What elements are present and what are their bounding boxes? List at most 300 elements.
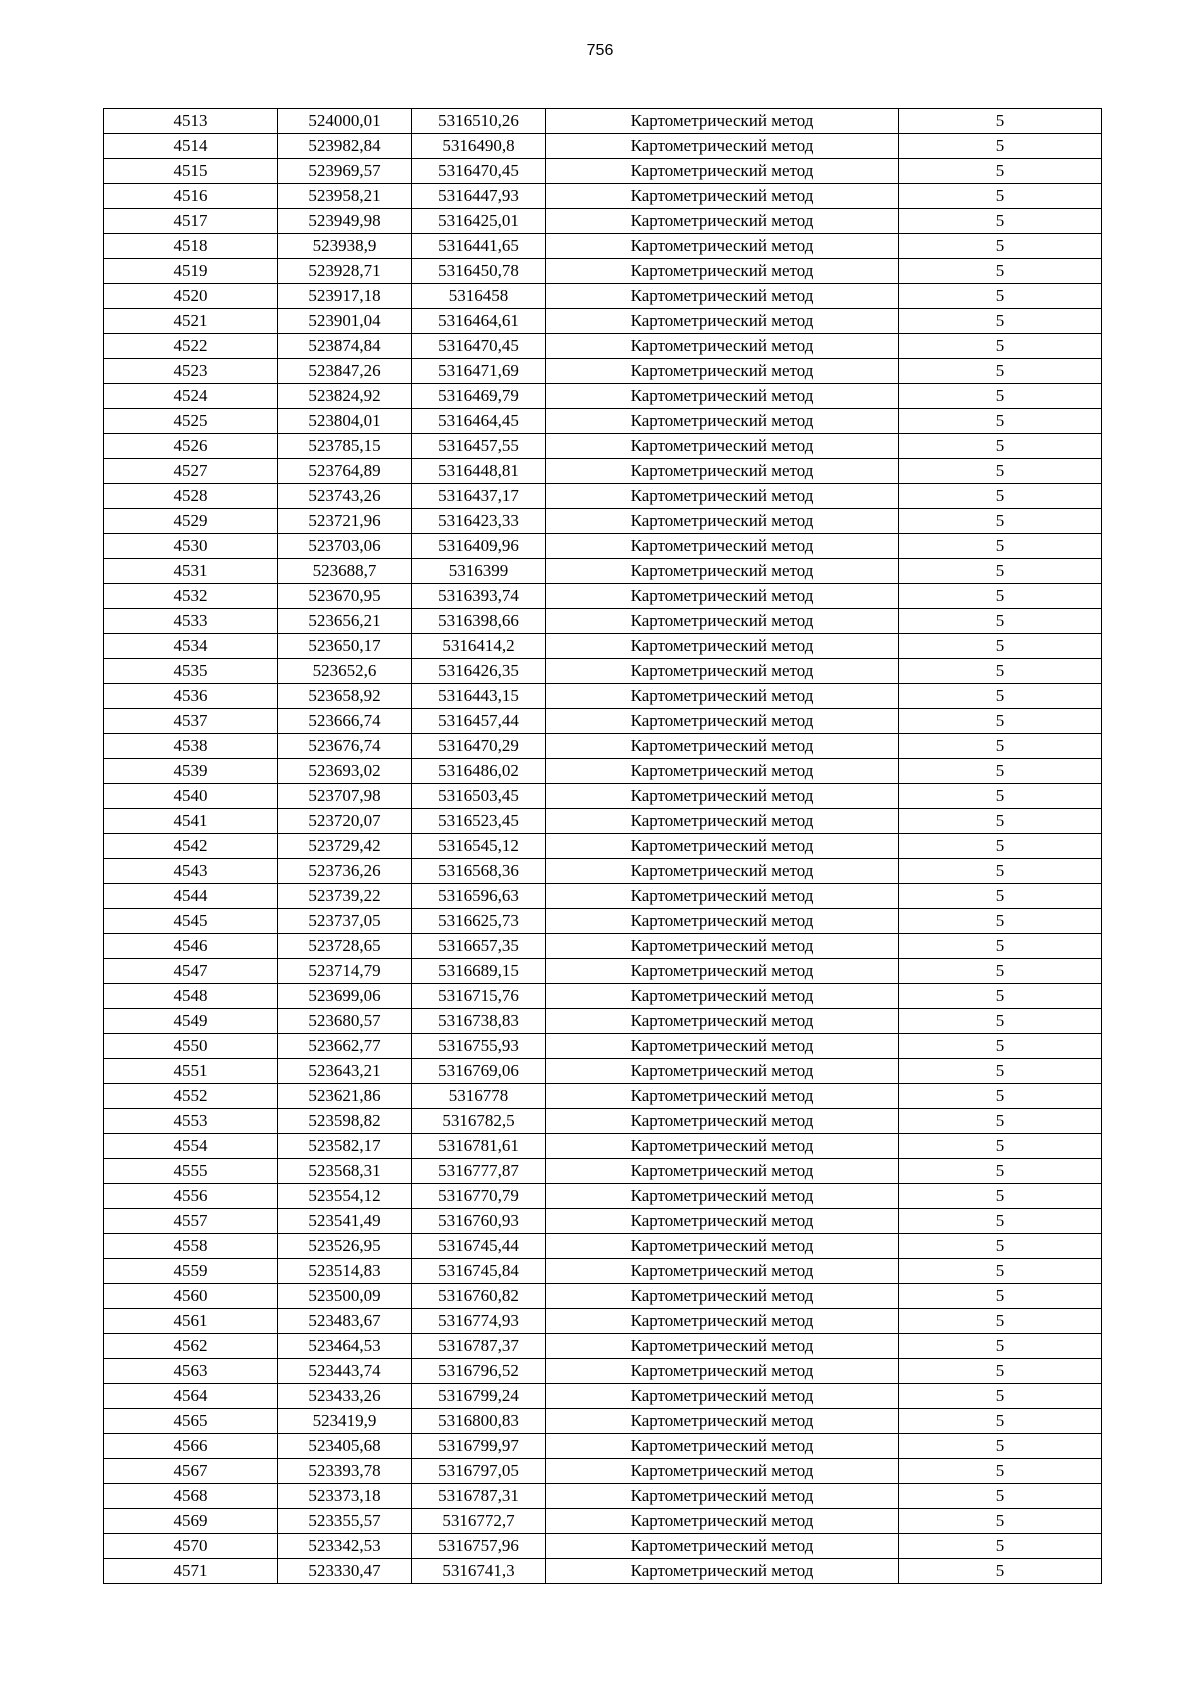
x-coordinate-cell: 523693,02 — [278, 759, 412, 784]
table-row — [104, 934, 1102, 959]
method-cell: Картометрический метод — [546, 509, 899, 534]
x-coordinate-cell: 523721,96 — [278, 509, 412, 534]
point-number-cell: 4520 — [104, 284, 278, 309]
table-row — [104, 634, 1102, 659]
point-number-cell: 4562 — [104, 1334, 278, 1359]
method-cell: Картометрический метод — [546, 609, 899, 634]
x-coordinate-cell: 523743,26 — [278, 484, 412, 509]
coordinates-table-body — [104, 109, 1102, 1584]
point-number-cell: 4551 — [104, 1059, 278, 1084]
y-coordinate-cell: 5316799,97 — [412, 1434, 546, 1459]
point-number-cell: 4566 — [104, 1434, 278, 1459]
y-coordinate-cell: 5316781,61 — [412, 1134, 546, 1159]
accuracy-cell: 5 — [899, 1284, 1102, 1309]
method-cell: Картометрический метод — [546, 1159, 899, 1184]
table-row — [104, 659, 1102, 684]
accuracy-cell: 5 — [899, 1384, 1102, 1409]
accuracy-cell: 5 — [899, 659, 1102, 684]
accuracy-cell: 5 — [899, 1509, 1102, 1534]
x-coordinate-cell: 524000,01 — [278, 109, 412, 134]
accuracy-cell: 5 — [899, 334, 1102, 359]
accuracy-cell: 5 — [899, 634, 1102, 659]
accuracy-cell: 5 — [899, 609, 1102, 634]
method-cell: Картометрический метод — [546, 259, 899, 284]
x-coordinate-cell: 523355,57 — [278, 1509, 412, 1534]
y-coordinate-cell: 5316777,87 — [412, 1159, 546, 1184]
accuracy-cell: 5 — [899, 934, 1102, 959]
coordinates-table-container — [103, 108, 1101, 1584]
method-cell: Картометрический метод — [546, 1509, 899, 1534]
table-row — [104, 1234, 1102, 1259]
accuracy-cell: 5 — [899, 684, 1102, 709]
accuracy-cell: 5 — [899, 559, 1102, 584]
x-coordinate-cell: 523847,26 — [278, 359, 412, 384]
table-row — [104, 209, 1102, 234]
method-cell: Картометрический метод — [546, 559, 899, 584]
x-coordinate-cell: 523736,26 — [278, 859, 412, 884]
y-coordinate-cell: 5316457,55 — [412, 434, 546, 459]
x-coordinate-cell: 523874,84 — [278, 334, 412, 359]
method-cell: Картометрический метод — [546, 1059, 899, 1084]
point-number-cell: 4519 — [104, 259, 278, 284]
x-coordinate-cell: 523541,49 — [278, 1209, 412, 1234]
x-coordinate-cell: 523739,22 — [278, 884, 412, 909]
point-number-cell: 4568 — [104, 1484, 278, 1509]
y-coordinate-cell: 5316470,45 — [412, 334, 546, 359]
accuracy-cell: 5 — [899, 109, 1102, 134]
x-coordinate-cell: 523969,57 — [278, 159, 412, 184]
point-number-cell: 4528 — [104, 484, 278, 509]
method-cell: Картометрический метод — [546, 1359, 899, 1384]
x-coordinate-cell: 523714,79 — [278, 959, 412, 984]
table-row — [104, 309, 1102, 334]
y-coordinate-cell: 5316760,93 — [412, 1209, 546, 1234]
table-row — [104, 1384, 1102, 1409]
method-cell: Картометрический метод — [546, 809, 899, 834]
y-coordinate-cell: 5316755,93 — [412, 1034, 546, 1059]
x-coordinate-cell: 523554,12 — [278, 1184, 412, 1209]
y-coordinate-cell: 5316757,96 — [412, 1534, 546, 1559]
table-row — [104, 1259, 1102, 1284]
x-coordinate-cell: 523652,6 — [278, 659, 412, 684]
y-coordinate-cell: 5316470,45 — [412, 159, 546, 184]
x-coordinate-cell: 523621,86 — [278, 1084, 412, 1109]
x-coordinate-cell: 523688,7 — [278, 559, 412, 584]
method-cell: Картометрический метод — [546, 1559, 899, 1584]
y-coordinate-cell: 5316787,37 — [412, 1334, 546, 1359]
point-number-cell: 4534 — [104, 634, 278, 659]
table-row — [104, 759, 1102, 784]
table-row — [104, 159, 1102, 184]
table-row — [104, 109, 1102, 134]
method-cell: Картометрический метод — [546, 184, 899, 209]
point-number-cell: 4544 — [104, 884, 278, 909]
y-coordinate-cell: 5316787,31 — [412, 1484, 546, 1509]
point-number-cell: 4526 — [104, 434, 278, 459]
point-number-cell: 4555 — [104, 1159, 278, 1184]
point-number-cell: 4535 — [104, 659, 278, 684]
x-coordinate-cell: 523443,74 — [278, 1359, 412, 1384]
table-row — [104, 1034, 1102, 1059]
method-cell: Картометрический метод — [546, 634, 899, 659]
table-row — [104, 409, 1102, 434]
table-row — [104, 1509, 1102, 1534]
y-coordinate-cell: 5316443,15 — [412, 684, 546, 709]
accuracy-cell: 5 — [899, 234, 1102, 259]
accuracy-cell: 5 — [899, 709, 1102, 734]
point-number-cell: 4514 — [104, 134, 278, 159]
point-number-cell: 4524 — [104, 384, 278, 409]
accuracy-cell: 5 — [899, 1159, 1102, 1184]
accuracy-cell: 5 — [899, 1334, 1102, 1359]
table-row — [104, 1434, 1102, 1459]
point-number-cell: 4538 — [104, 734, 278, 759]
method-cell: Картометрический метод — [546, 584, 899, 609]
y-coordinate-cell: 5316778 — [412, 1084, 546, 1109]
accuracy-cell: 5 — [899, 734, 1102, 759]
accuracy-cell: 5 — [899, 259, 1102, 284]
point-number-cell: 4518 — [104, 234, 278, 259]
x-coordinate-cell: 523928,71 — [278, 259, 412, 284]
x-coordinate-cell: 523958,21 — [278, 184, 412, 209]
point-number-cell: 4547 — [104, 959, 278, 984]
method-cell: Картометрический метод — [546, 984, 899, 1009]
x-coordinate-cell: 523419,9 — [278, 1409, 412, 1434]
accuracy-cell: 5 — [899, 1259, 1102, 1284]
accuracy-cell: 5 — [899, 1034, 1102, 1059]
method-cell: Картометрический метод — [546, 659, 899, 684]
method-cell: Картометрический метод — [546, 434, 899, 459]
x-coordinate-cell: 523568,31 — [278, 1159, 412, 1184]
accuracy-cell: 5 — [899, 384, 1102, 409]
point-number-cell: 4560 — [104, 1284, 278, 1309]
accuracy-cell: 5 — [899, 409, 1102, 434]
point-number-cell: 4530 — [104, 534, 278, 559]
table-row — [104, 234, 1102, 259]
table-row — [104, 1334, 1102, 1359]
accuracy-cell: 5 — [899, 1459, 1102, 1484]
y-coordinate-cell: 5316393,74 — [412, 584, 546, 609]
point-number-cell: 4553 — [104, 1109, 278, 1134]
x-coordinate-cell: 523598,82 — [278, 1109, 412, 1134]
y-coordinate-cell: 5316448,81 — [412, 459, 546, 484]
method-cell: Картометрический метод — [546, 959, 899, 984]
x-coordinate-cell: 523582,17 — [278, 1134, 412, 1159]
method-cell: Картометрический метод — [546, 234, 899, 259]
point-number-cell: 4561 — [104, 1309, 278, 1334]
table-row — [104, 559, 1102, 584]
x-coordinate-cell: 523656,21 — [278, 609, 412, 634]
accuracy-cell: 5 — [899, 1534, 1102, 1559]
x-coordinate-cell: 523342,53 — [278, 1534, 412, 1559]
accuracy-cell: 5 — [899, 209, 1102, 234]
method-cell: Картометрический метод — [546, 459, 899, 484]
x-coordinate-cell: 523650,17 — [278, 634, 412, 659]
y-coordinate-cell: 5316760,82 — [412, 1284, 546, 1309]
x-coordinate-cell: 523330,47 — [278, 1559, 412, 1584]
x-coordinate-cell: 523500,09 — [278, 1284, 412, 1309]
accuracy-cell: 5 — [899, 884, 1102, 909]
table-row — [104, 484, 1102, 509]
method-cell: Картометрический метод — [546, 1434, 899, 1459]
point-number-cell: 4558 — [104, 1234, 278, 1259]
method-cell: Картометрический метод — [546, 784, 899, 809]
method-cell: Картометрический метод — [546, 859, 899, 884]
accuracy-cell: 5 — [899, 1434, 1102, 1459]
point-number-cell: 4559 — [104, 1259, 278, 1284]
table-row — [104, 434, 1102, 459]
accuracy-cell: 5 — [899, 959, 1102, 984]
table-row — [104, 284, 1102, 309]
point-number-cell: 4554 — [104, 1134, 278, 1159]
method-cell: Картометрический метод — [546, 884, 899, 909]
table-row — [104, 1484, 1102, 1509]
method-cell: Картометрический метод — [546, 1259, 899, 1284]
method-cell: Картометрический метод — [546, 209, 899, 234]
table-row — [104, 509, 1102, 534]
method-cell: Картометрический метод — [546, 109, 899, 134]
x-coordinate-cell: 523938,9 — [278, 234, 412, 259]
accuracy-cell: 5 — [899, 359, 1102, 384]
accuracy-cell: 5 — [899, 584, 1102, 609]
y-coordinate-cell: 5316689,15 — [412, 959, 546, 984]
method-cell: Картометрический метод — [546, 684, 899, 709]
accuracy-cell: 5 — [899, 1209, 1102, 1234]
y-coordinate-cell: 5316414,2 — [412, 634, 546, 659]
point-number-cell: 4516 — [104, 184, 278, 209]
accuracy-cell: 5 — [899, 859, 1102, 884]
y-coordinate-cell: 5316796,52 — [412, 1359, 546, 1384]
accuracy-cell: 5 — [899, 284, 1102, 309]
point-number-cell: 4525 — [104, 409, 278, 434]
y-coordinate-cell: 5316450,78 — [412, 259, 546, 284]
x-coordinate-cell: 523373,18 — [278, 1484, 412, 1509]
table-row — [104, 334, 1102, 359]
point-number-cell: 4522 — [104, 334, 278, 359]
accuracy-cell: 5 — [899, 1134, 1102, 1159]
y-coordinate-cell: 5316447,93 — [412, 184, 546, 209]
table-row — [104, 1084, 1102, 1109]
x-coordinate-cell: 523949,98 — [278, 209, 412, 234]
accuracy-cell: 5 — [899, 909, 1102, 934]
coordinates-table — [103, 108, 1102, 1584]
method-cell: Картометрический метод — [546, 159, 899, 184]
point-number-cell: 4556 — [104, 1184, 278, 1209]
accuracy-cell: 5 — [899, 184, 1102, 209]
point-number-cell: 4569 — [104, 1509, 278, 1534]
x-coordinate-cell: 523433,26 — [278, 1384, 412, 1409]
accuracy-cell: 5 — [899, 984, 1102, 1009]
method-cell: Картометрический метод — [546, 1309, 899, 1334]
y-coordinate-cell: 5316769,06 — [412, 1059, 546, 1084]
y-coordinate-cell: 5316772,7 — [412, 1509, 546, 1534]
y-coordinate-cell: 5316399 — [412, 559, 546, 584]
table-row — [104, 909, 1102, 934]
accuracy-cell: 5 — [899, 459, 1102, 484]
point-number-cell: 4533 — [104, 609, 278, 634]
accuracy-cell: 5 — [899, 1359, 1102, 1384]
x-coordinate-cell: 523658,92 — [278, 684, 412, 709]
method-cell: Картометрический метод — [546, 1034, 899, 1059]
method-cell: Картометрический метод — [546, 1234, 899, 1259]
method-cell: Картометрический метод — [546, 709, 899, 734]
method-cell: Картометрический метод — [546, 1209, 899, 1234]
accuracy-cell: 5 — [899, 809, 1102, 834]
method-cell: Картометрический метод — [546, 834, 899, 859]
y-coordinate-cell: 5316457,44 — [412, 709, 546, 734]
table-row — [104, 259, 1102, 284]
table-row — [104, 134, 1102, 159]
table-row — [104, 709, 1102, 734]
table-row — [104, 1159, 1102, 1184]
table-row — [104, 1534, 1102, 1559]
accuracy-cell: 5 — [899, 434, 1102, 459]
table-row — [104, 184, 1102, 209]
point-number-cell: 4513 — [104, 109, 278, 134]
table-row — [104, 834, 1102, 859]
y-coordinate-cell: 5316409,96 — [412, 534, 546, 559]
method-cell: Картометрический метод — [546, 1184, 899, 1209]
table-row — [104, 534, 1102, 559]
y-coordinate-cell: 5316625,73 — [412, 909, 546, 934]
point-number-cell: 4550 — [104, 1034, 278, 1059]
y-coordinate-cell: 5316426,35 — [412, 659, 546, 684]
table-row — [104, 884, 1102, 909]
x-coordinate-cell: 523393,78 — [278, 1459, 412, 1484]
method-cell: Картометрический метод — [546, 934, 899, 959]
table-row — [104, 1209, 1102, 1234]
accuracy-cell: 5 — [899, 309, 1102, 334]
accuracy-cell: 5 — [899, 159, 1102, 184]
y-coordinate-cell: 5316441,65 — [412, 234, 546, 259]
accuracy-cell: 5 — [899, 834, 1102, 859]
point-number-cell: 4515 — [104, 159, 278, 184]
point-number-cell: 4567 — [104, 1459, 278, 1484]
method-cell: Картометрический метод — [546, 384, 899, 409]
method-cell: Картометрический метод — [546, 1109, 899, 1134]
table-row — [104, 1359, 1102, 1384]
method-cell: Картометрический метод — [546, 284, 899, 309]
table-row — [104, 1009, 1102, 1034]
x-coordinate-cell: 523707,98 — [278, 784, 412, 809]
x-coordinate-cell: 523483,67 — [278, 1309, 412, 1334]
method-cell: Картометрический метод — [546, 909, 899, 934]
table-row — [104, 1134, 1102, 1159]
method-cell: Картометрический метод — [546, 1459, 899, 1484]
method-cell: Картометрический метод — [546, 134, 899, 159]
y-coordinate-cell: 5316770,79 — [412, 1184, 546, 1209]
method-cell: Картометрический метод — [546, 1409, 899, 1434]
table-row — [104, 459, 1102, 484]
method-cell: Картометрический метод — [546, 1534, 899, 1559]
y-coordinate-cell: 5316523,45 — [412, 809, 546, 834]
table-row — [104, 959, 1102, 984]
accuracy-cell: 5 — [899, 1109, 1102, 1134]
table-row — [104, 1109, 1102, 1134]
accuracy-cell: 5 — [899, 134, 1102, 159]
point-number-cell: 4548 — [104, 984, 278, 1009]
point-number-cell: 4539 — [104, 759, 278, 784]
x-coordinate-cell: 523728,65 — [278, 934, 412, 959]
table-row — [104, 1409, 1102, 1434]
method-cell: Картометрический метод — [546, 484, 899, 509]
y-coordinate-cell: 5316745,84 — [412, 1259, 546, 1284]
y-coordinate-cell: 5316423,33 — [412, 509, 546, 534]
method-cell: Картометрический метод — [546, 759, 899, 784]
method-cell: Картометрический метод — [546, 1334, 899, 1359]
point-number-cell: 4537 — [104, 709, 278, 734]
point-number-cell: 4570 — [104, 1534, 278, 1559]
y-coordinate-cell: 5316782,5 — [412, 1109, 546, 1134]
x-coordinate-cell: 523676,74 — [278, 734, 412, 759]
point-number-cell: 4523 — [104, 359, 278, 384]
method-cell: Картометрический метод — [546, 1134, 899, 1159]
table-row — [104, 1459, 1102, 1484]
accuracy-cell: 5 — [899, 1184, 1102, 1209]
accuracy-cell: 5 — [899, 1309, 1102, 1334]
table-row — [104, 609, 1102, 634]
point-number-cell: 4540 — [104, 784, 278, 809]
x-coordinate-cell: 523785,15 — [278, 434, 412, 459]
y-coordinate-cell: 5316486,02 — [412, 759, 546, 784]
y-coordinate-cell: 5316715,76 — [412, 984, 546, 1009]
y-coordinate-cell: 5316774,93 — [412, 1309, 546, 1334]
x-coordinate-cell: 523824,92 — [278, 384, 412, 409]
y-coordinate-cell: 5316470,29 — [412, 734, 546, 759]
point-number-cell: 4565 — [104, 1409, 278, 1434]
y-coordinate-cell: 5316657,35 — [412, 934, 546, 959]
y-coordinate-cell: 5316464,45 — [412, 409, 546, 434]
x-coordinate-cell: 523405,68 — [278, 1434, 412, 1459]
method-cell: Картометрический метод — [546, 1084, 899, 1109]
point-number-cell: 4546 — [104, 934, 278, 959]
y-coordinate-cell: 5316568,36 — [412, 859, 546, 884]
y-coordinate-cell: 5316471,69 — [412, 359, 546, 384]
y-coordinate-cell: 5316596,63 — [412, 884, 546, 909]
point-number-cell: 4557 — [104, 1209, 278, 1234]
method-cell: Картометрический метод — [546, 1284, 899, 1309]
point-number-cell: 4545 — [104, 909, 278, 934]
x-coordinate-cell: 523662,77 — [278, 1034, 412, 1059]
x-coordinate-cell: 523699,06 — [278, 984, 412, 1009]
y-coordinate-cell: 5316797,05 — [412, 1459, 546, 1484]
table-row — [104, 784, 1102, 809]
point-number-cell: 4532 — [104, 584, 278, 609]
table-row — [104, 384, 1102, 409]
x-coordinate-cell: 523703,06 — [278, 534, 412, 559]
x-coordinate-cell: 523901,04 — [278, 309, 412, 334]
point-number-cell: 4549 — [104, 1009, 278, 1034]
point-number-cell: 4541 — [104, 809, 278, 834]
x-coordinate-cell: 523720,07 — [278, 809, 412, 834]
y-coordinate-cell: 5316425,01 — [412, 209, 546, 234]
y-coordinate-cell: 5316799,24 — [412, 1384, 546, 1409]
point-number-cell: 4564 — [104, 1384, 278, 1409]
x-coordinate-cell: 523804,01 — [278, 409, 412, 434]
y-coordinate-cell: 5316738,83 — [412, 1009, 546, 1034]
point-number-cell: 4563 — [104, 1359, 278, 1384]
table-row — [104, 1309, 1102, 1334]
accuracy-cell: 5 — [899, 484, 1102, 509]
table-row — [104, 984, 1102, 1009]
accuracy-cell: 5 — [899, 534, 1102, 559]
accuracy-cell: 5 — [899, 1059, 1102, 1084]
x-coordinate-cell: 523670,95 — [278, 584, 412, 609]
y-coordinate-cell: 5316469,79 — [412, 384, 546, 409]
method-cell: Картометрический метод — [546, 359, 899, 384]
x-coordinate-cell: 523729,42 — [278, 834, 412, 859]
accuracy-cell: 5 — [899, 1559, 1102, 1584]
